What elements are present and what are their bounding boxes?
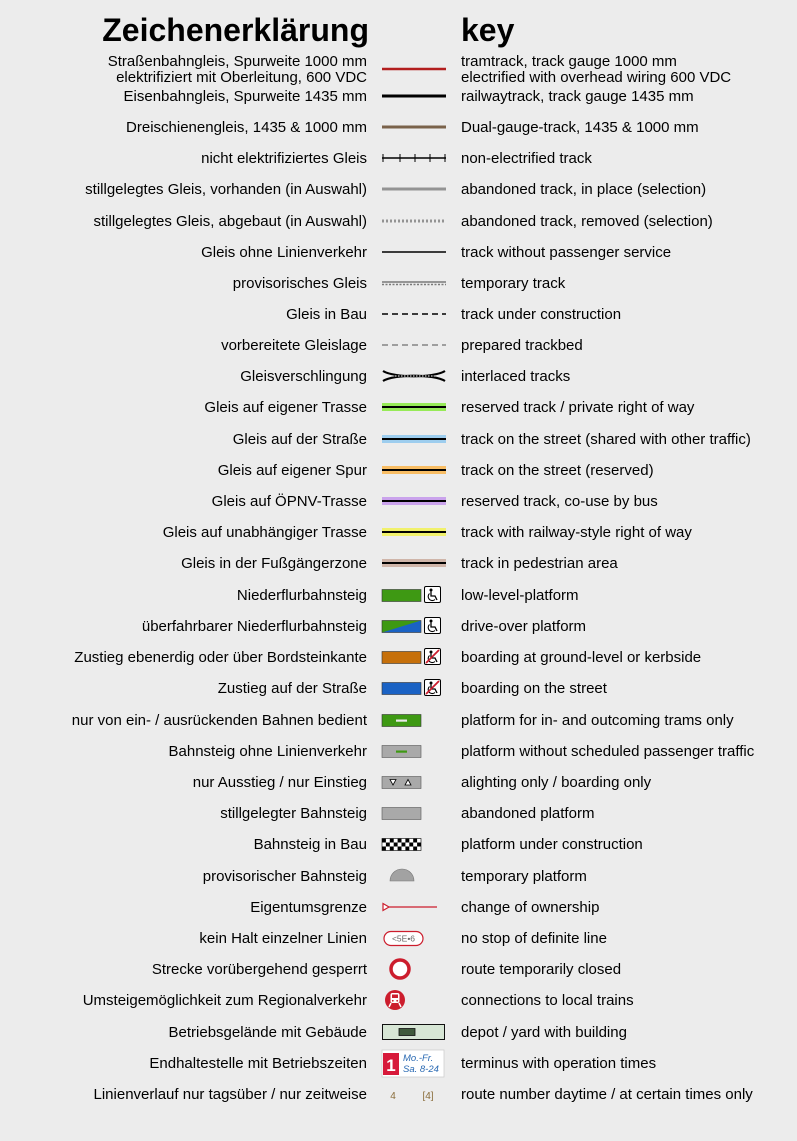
german-description xyxy=(124,81,367,112)
english-label: depot / yard with building xyxy=(461,1023,627,1041)
german-description xyxy=(250,892,367,923)
german-label: Gleis auf ÖPNV-Trasse xyxy=(211,492,367,510)
english-label: reserved track / private right of way xyxy=(461,398,695,416)
german-label: Gleisverschlingung xyxy=(240,367,367,385)
german-description xyxy=(204,392,367,423)
pedestrian-track-icon xyxy=(380,548,448,579)
german-label: nicht elektrifiziertes Gleis xyxy=(201,149,367,167)
german-description xyxy=(181,548,367,579)
route-number-icon xyxy=(380,1079,448,1110)
svg-text:<5E•6: <5E•6 xyxy=(391,933,416,944)
german-label: Strecke vorübergehend gesperrt xyxy=(151,960,367,978)
german-description xyxy=(212,486,367,517)
german-label: Betriebsgelände mit Gebäude xyxy=(168,1023,367,1041)
english-description xyxy=(461,455,654,486)
legend-row xyxy=(0,580,797,611)
english-description xyxy=(461,174,706,205)
ownership-change-icon xyxy=(380,892,448,923)
svg-text:[4]: [4] xyxy=(422,1091,434,1102)
german-description xyxy=(94,206,368,237)
abandoned-platform-icon xyxy=(380,798,448,829)
english-description xyxy=(461,268,565,299)
german-description xyxy=(237,580,367,611)
svg-text:1: 1 xyxy=(386,1056,396,1075)
english-description xyxy=(461,548,618,579)
legend-row xyxy=(0,268,797,299)
legend-row xyxy=(0,736,797,767)
english-label: temporary platform xyxy=(461,867,587,885)
low-level-platform-icon xyxy=(380,580,448,611)
english-label: platform without scheduled passenger traffic xyxy=(461,742,755,760)
legend-row xyxy=(0,174,797,205)
german-description xyxy=(72,705,367,736)
railway-track-icon xyxy=(380,81,448,112)
legend-row xyxy=(0,861,797,892)
english-description xyxy=(461,486,658,517)
english-label: alighting only / boarding only xyxy=(461,773,652,791)
german-description xyxy=(74,642,367,673)
german-label: Endhaltestelle mit Betriebszeiten xyxy=(149,1054,367,1072)
english-label: drive-over platform xyxy=(461,617,587,635)
english-label: track with railway-style right of way xyxy=(461,523,692,541)
legend-row xyxy=(0,611,797,642)
english-description xyxy=(461,1017,627,1048)
german-label: vorbereitete Gleislage xyxy=(221,336,367,354)
german-description xyxy=(220,798,367,829)
platform-under-construction-icon xyxy=(380,829,448,860)
legend-row xyxy=(0,392,797,423)
german-label: provisorisches Gleis xyxy=(232,274,367,292)
german-label: Gleis auf der Straße xyxy=(232,430,367,448)
street-boarding-icon xyxy=(380,673,448,704)
english-description xyxy=(461,985,634,1016)
english-description xyxy=(461,829,643,860)
legend-row xyxy=(0,892,797,923)
legend-row xyxy=(0,299,797,330)
english-label: low-level-platform xyxy=(461,586,579,604)
german-label: Bahnsteig ohne Linienverkehr xyxy=(168,742,367,760)
english-label: connections to local trains xyxy=(461,991,634,1009)
german-label: stillgelegtes Gleis, vorhanden (in Auswahl) xyxy=(85,180,367,198)
english-description xyxy=(461,392,694,423)
german-label: Straßenbahngleis, Spurweite 1000 mm xyxy=(107,52,367,70)
german-header: Zeichenerklärung xyxy=(102,12,369,48)
english-description xyxy=(461,424,751,455)
german-label: Gleis auf eigener Trasse xyxy=(204,398,367,416)
german-description xyxy=(218,455,367,486)
german-label: nur Ausstieg / nur Einstieg xyxy=(192,773,367,791)
legend-row xyxy=(0,1017,797,1048)
german-description xyxy=(94,1079,368,1110)
legend-row xyxy=(0,361,797,392)
route-closed-icon xyxy=(380,954,448,985)
no-stop-line-icon xyxy=(380,923,448,954)
english-label: non-electrified track xyxy=(461,149,592,167)
german-description xyxy=(201,237,367,268)
english-description xyxy=(461,81,694,112)
english-description xyxy=(461,767,651,798)
german-description xyxy=(203,861,367,892)
english-description xyxy=(461,923,607,954)
english-description xyxy=(461,954,621,985)
german-label: Gleis auf unabhängiger Trasse xyxy=(162,523,367,541)
interlaced-tracks-icon xyxy=(380,361,448,392)
german-description xyxy=(254,829,367,860)
german-label: Dreischienengleis, 1435 & 1000 mm xyxy=(126,118,367,136)
railway-style-track-icon xyxy=(380,517,448,548)
english-label: route temporarily closed xyxy=(461,960,622,978)
german-label: provisorischer Bahnsteig xyxy=(202,867,367,885)
legend-row xyxy=(0,642,797,673)
german-label: stillgelegtes Gleis, abgebaut (in Auswahl) xyxy=(93,212,367,230)
english-description xyxy=(461,736,754,767)
english-description xyxy=(461,112,699,143)
legend-row xyxy=(0,112,797,143)
track-under-construction-icon xyxy=(380,299,448,330)
bus-co-use-track-icon xyxy=(380,486,448,517)
english-description xyxy=(461,892,599,923)
english-label: track without passenger service xyxy=(461,243,672,261)
english-description xyxy=(461,237,671,268)
english-label: boarding at ground-level or kerbside xyxy=(461,648,702,666)
english-description xyxy=(461,1048,656,1079)
reserved-lane-track-icon xyxy=(380,455,448,486)
reserved-track-icon xyxy=(380,392,448,423)
german-description xyxy=(286,299,367,330)
german-description xyxy=(163,517,367,548)
legend-row xyxy=(0,548,797,579)
german-label: Gleis auf eigener Spur xyxy=(217,461,367,479)
english-description xyxy=(461,798,594,829)
german-description xyxy=(233,424,367,455)
svg-text:Sa. 8-24: Sa. 8-24 xyxy=(403,1064,439,1075)
ground-level-boarding-icon xyxy=(380,642,448,673)
english-description xyxy=(461,143,592,174)
english-description xyxy=(461,361,570,392)
english-description xyxy=(461,673,607,704)
german-description xyxy=(169,736,367,767)
street-track-icon xyxy=(380,424,448,455)
legend-row xyxy=(0,143,797,174)
english-description xyxy=(461,705,734,736)
legend-row xyxy=(0,206,797,237)
english-label: boarding on the street xyxy=(461,679,607,697)
abandoned-track-removed-icon xyxy=(380,206,448,237)
english-label: Dual-gauge-track, 1435 & 1000 mm xyxy=(461,118,699,136)
english-label: abandoned platform xyxy=(461,804,595,822)
german-description xyxy=(193,767,367,798)
german-label: Eisenbahngleis, Spurweite 1435 mm xyxy=(123,87,367,105)
english-label: tramtrack, track gauge 1000 mm xyxy=(461,52,677,70)
english-description xyxy=(461,330,583,361)
legend-row xyxy=(0,237,797,268)
svg-text:Mo.-Fr.: Mo.-Fr. xyxy=(403,1053,434,1064)
english-label: platform under construction xyxy=(461,835,643,853)
unscheduled-platform-icon xyxy=(380,736,448,767)
english-label: route number daytime / at certain times only xyxy=(461,1085,753,1103)
english-label: change of ownership xyxy=(461,898,600,916)
prepared-trackbed-icon xyxy=(380,330,448,361)
german-label: Umsteigemöglichkeit zum Regionalverkehr xyxy=(82,991,367,1009)
german-description xyxy=(142,611,367,642)
german-description xyxy=(149,1048,367,1079)
english-label-line2: electrified with overhead wiring 600 VDC xyxy=(461,68,732,86)
english-label: abandoned track, removed (selection) xyxy=(461,212,713,230)
english-label: track in pedestrian area xyxy=(461,554,618,572)
abandoned-track-in-place-icon xyxy=(380,174,448,205)
english-description xyxy=(461,861,587,892)
legend-row xyxy=(0,330,797,361)
german-label: stillgelegter Bahnsteig xyxy=(220,804,367,822)
german-label: kein Halt einzelner Linien xyxy=(199,929,367,947)
german-description xyxy=(169,1017,367,1048)
german-description xyxy=(199,923,367,954)
german-description xyxy=(126,112,367,143)
english-label: platform for in- and outcoming trams only xyxy=(461,711,734,729)
legend-row xyxy=(0,517,797,548)
legend-row xyxy=(0,829,797,860)
english-label: railwaytrack, track gauge 1435 mm xyxy=(461,87,694,105)
legend-row xyxy=(0,798,797,829)
german-label: Bahnsteig in Bau xyxy=(253,835,367,853)
german-label: Gleis in Bau xyxy=(286,305,367,323)
legend-row xyxy=(0,1079,797,1110)
english-label: temporary track xyxy=(461,274,566,292)
legend-row xyxy=(0,455,797,486)
german-label: Zustieg ebenerdig oder über Bordsteinkante xyxy=(74,648,367,666)
german-label-line2: elektrifiziert mit Oberleitung, 600 VDC xyxy=(116,68,367,86)
german-label: überfahrbarer Niederflurbahnsteig xyxy=(141,617,367,635)
svg-text:4: 4 xyxy=(390,1091,396,1102)
german-description xyxy=(201,143,367,174)
english-label: no stop of definite line xyxy=(461,929,607,947)
alighting-boarding-only-icon xyxy=(380,767,448,798)
german-label: Linienverlauf nur tagsüber / nur zeitweise xyxy=(93,1085,367,1103)
legend-row xyxy=(0,954,797,985)
english-label: reserved track, co-use by bus xyxy=(461,492,658,510)
english-description xyxy=(461,642,701,673)
legend-row xyxy=(0,486,797,517)
dual-gauge-track-icon xyxy=(380,112,448,143)
german-description xyxy=(233,268,367,299)
legend-row xyxy=(0,1048,797,1079)
english-description xyxy=(461,299,621,330)
english-description xyxy=(461,611,586,642)
german-label: Zustieg auf der Straße xyxy=(217,679,367,697)
german-description xyxy=(152,954,367,985)
english-label: track on the street (shared with other traffic) xyxy=(461,430,751,448)
temporary-track-icon xyxy=(380,268,448,299)
non-electrified-track-icon xyxy=(380,143,448,174)
legend-row xyxy=(0,767,797,798)
german-label: Niederflurbahnsteig xyxy=(236,586,367,604)
german-label: Eigentumsgrenze xyxy=(250,898,367,916)
english-description xyxy=(461,517,692,548)
german-description xyxy=(240,361,367,392)
legend-row xyxy=(0,923,797,954)
german-description xyxy=(83,985,367,1016)
terminus-times-icon xyxy=(380,1048,448,1079)
english-description xyxy=(461,580,579,611)
depot-building-icon xyxy=(380,1017,448,1048)
english-label: prepared trackbed xyxy=(461,336,583,354)
english-label: abandoned track, in place (selection) xyxy=(461,180,707,198)
legend-row xyxy=(0,424,797,455)
drive-over-platform-icon xyxy=(380,611,448,642)
german-description xyxy=(218,673,367,704)
english-description xyxy=(461,206,713,237)
german-label: nur von ein- / ausrückenden Bahnen bedient xyxy=(71,711,367,729)
legend-row xyxy=(0,705,797,736)
temporary-platform-icon xyxy=(380,861,448,892)
legend-row xyxy=(0,673,797,704)
local-train-connection-icon xyxy=(380,985,448,1016)
depot-trams-platform-icon xyxy=(380,705,448,736)
german-label: Gleis ohne Linienverkehr xyxy=(201,243,367,261)
legend-row xyxy=(0,81,797,112)
german-label: Gleis in der Fußgängerzone xyxy=(181,554,367,572)
english-label: track under construction xyxy=(461,305,622,323)
german-description xyxy=(85,174,367,205)
track-without-service-icon xyxy=(380,237,448,268)
legend-row xyxy=(0,985,797,1016)
english-label: track on the street (reserved) xyxy=(461,461,654,479)
german-description xyxy=(221,330,367,361)
english-label: interlaced tracks xyxy=(461,367,571,385)
english-description xyxy=(461,1079,753,1110)
english-label: terminus with operation times xyxy=(461,1054,657,1072)
english-header: key xyxy=(461,12,515,48)
